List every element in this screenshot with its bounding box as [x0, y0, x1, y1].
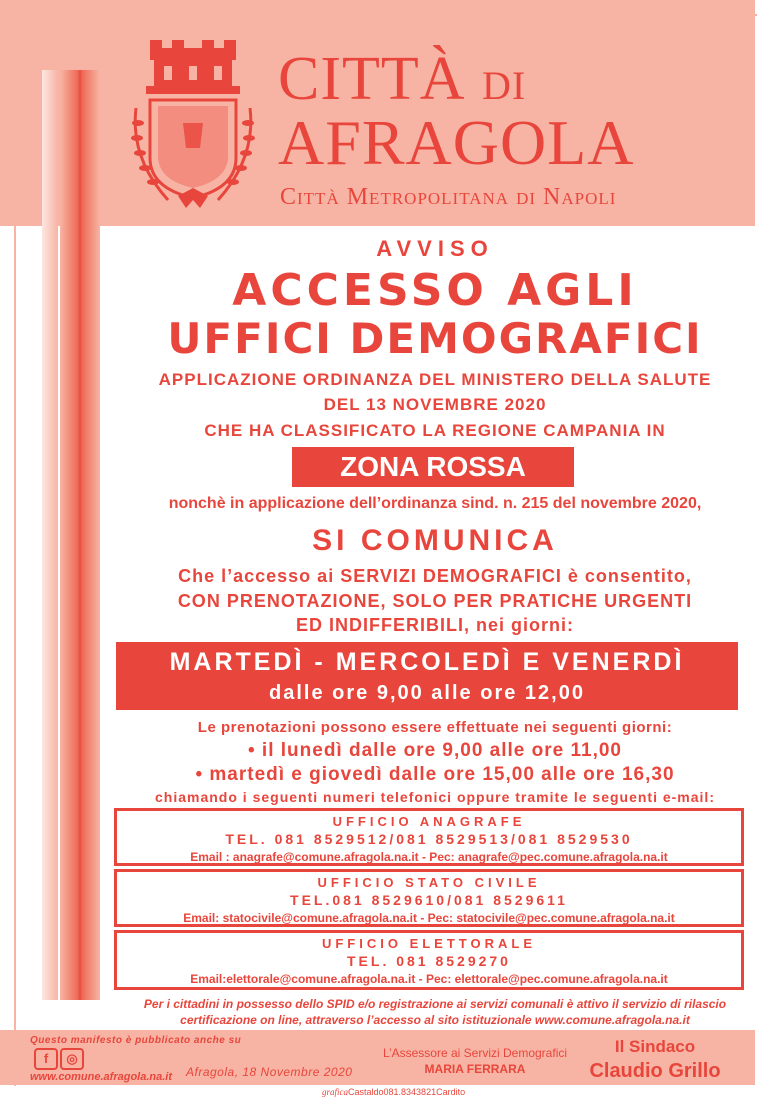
city-subtitle: Città Metropolitana di Napoli [280, 184, 617, 210]
body-line-3: ED INDIFFERIBILI, nei giorni: [296, 615, 574, 635]
decorative-bar-light [42, 70, 58, 1000]
sindaco-name: Claudio Grillo [589, 1060, 721, 1082]
prenotazioni-intro: Le prenotazioni possono essere effettuate nei seguenti giorni: [197, 719, 673, 736]
ordinance-line-2: DEL 13 NOVEMBRE 2020 [323, 395, 547, 414]
date-place: Afragola, 18 Novembre 2020 [186, 1065, 353, 1079]
city-crest-icon [128, 38, 258, 213]
office-name: UFFICIO ELETTORALE [321, 936, 537, 951]
ordinanza-sindacale: nonchè in applicazione dell’ordinanza sind. n. 215 del novembre 2020, [168, 495, 702, 512]
office-name: UFFICIO STATO CIVILE [317, 875, 541, 890]
spid-notice [110, 996, 760, 1028]
si-comunica-heading: SI COMUNICA [312, 524, 558, 557]
sindaco-title: Il Sindaco [614, 1037, 696, 1056]
assessore-signature [360, 1045, 590, 1077]
office-anagrafe [114, 808, 744, 866]
spid-line-2: certificazione on line, attraverso l’accesso al sito istituzionale www.comune.afragola.na.it [180, 1013, 690, 1027]
avviso-label: AVVISO [376, 236, 494, 261]
zona-rossa-badge: ZONA ROSSA [292, 447, 574, 487]
city-title-afragola: AFRAGOLA [278, 107, 635, 178]
contact-intro: chiamando i seguenti numeri telefonici oppure tramite le seguenti e-mail: [155, 789, 715, 805]
spid-line-1: Per i cittadini in possesso dello SPID e/o registrazione ai servizi comunali è attivo il servizio di rilascio [143, 997, 727, 1011]
sindaco-signature [560, 1035, 750, 1083]
office-phone: TEL. 081 8529270 [347, 953, 511, 969]
office-elettorale [114, 930, 744, 990]
facebook-icon[interactable]: f [34, 1048, 58, 1070]
office-stato-civile [114, 869, 744, 927]
assessore-title: L’Assessore ai Servizi Demografici [382, 1046, 568, 1060]
credit-italic: grafica [322, 1087, 348, 1097]
ordinance-line-3: CHE HA CLASSIFICATO LA REGIONE CAMPANIA IN [204, 421, 666, 440]
website-link[interactable]: www.comune.afragola.na.it [30, 1071, 173, 1083]
published-on-label: Questo manifesto è pubblicato anche su [30, 1035, 242, 1046]
instagram-icon[interactable]: ◎ [60, 1048, 84, 1070]
body-line-2: CON PRENOTAZIONE, SOLO PER PRATICHE URGENTI [177, 591, 693, 611]
office-email: Email : anagrafe@comune.afragola.na.it - Pec: anagrafe@pec.comune.afragola.na.it [190, 850, 668, 864]
office-phone: TEL.081 8529610/081 8529611 [290, 892, 568, 908]
heading-uffici: UFFICI DEMOGRAFICI [167, 314, 703, 363]
decorative-bar [60, 70, 100, 1000]
booking-slot-1: • il lunedì dalle ore 9,00 alle ore 11,00 [248, 740, 622, 761]
opening-days: MARTEDÌ - MERCOLEDÌ E VENERDÌ [169, 648, 685, 676]
city-title-di: DI [482, 63, 527, 108]
office-email: Email:elettorale@comune.afragola.na.it - Pec: elettorale@pec.comune.afragola.na.it [190, 972, 668, 986]
opening-days-box [116, 642, 738, 710]
ordinance-line-1: APPLICAZIONE ORDINANZA DEL MINISTERO DELLA SALUTE [158, 370, 712, 389]
office-phone: TEL. 081 8529512/081 8529513/081 8529530 [225, 831, 633, 847]
booking-slot-2: • martedì e giovedì dalle ore 15,00 alle ore 16,30 [195, 764, 675, 785]
city-title-citta-text: CITTÀ [278, 45, 466, 113]
opening-hours: dalle ore 9,00 alle ore 12,00 [269, 682, 585, 704]
graphics-credit [322, 1087, 465, 1097]
social-icons [34, 1048, 86, 1070]
assessore-name: MARIA FERRARA [424, 1062, 526, 1076]
credit-text: Castaldo081.8343821Cardito [348, 1087, 466, 1097]
office-name: UFFICIO ANAGRAFE [332, 814, 526, 829]
heading-accesso: ACCESSO AGLI [232, 265, 638, 316]
body-line-1: Che l’accesso ai SERVIZI DEMOGRAFICI è consentito, [178, 566, 692, 586]
office-email: Email: statocivile@comune.afragola.na.it - Pec: statocivile@pec.comune.afragola.na.it [183, 911, 675, 925]
